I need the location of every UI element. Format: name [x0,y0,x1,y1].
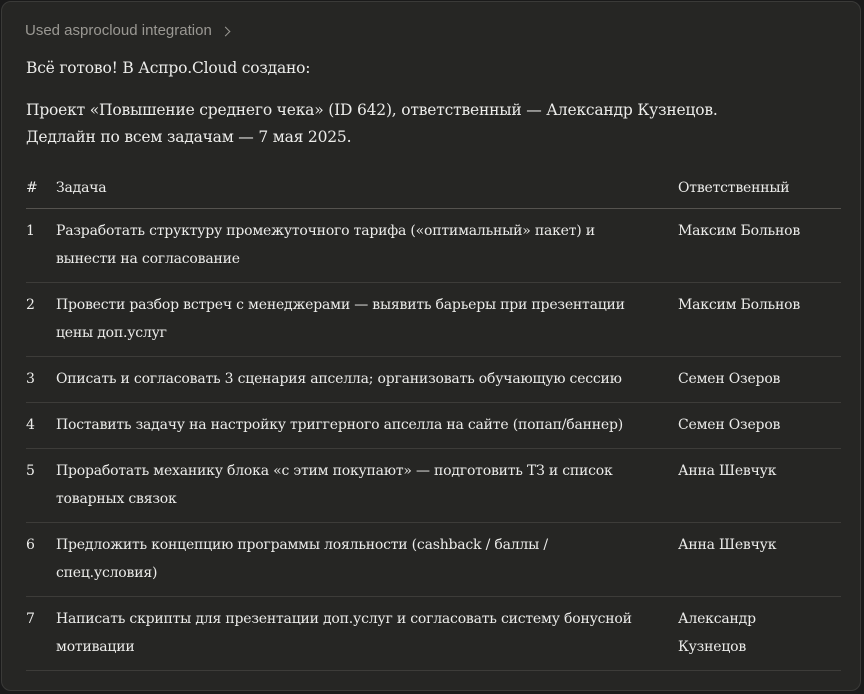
task-number: 7 [26,611,35,627]
summary-line-project: Проект «Повышение среднего чека» (ID 642), ответственный — Александр Кузнецов. [26,101,718,119]
task-owner-cell [678,357,841,403]
task-owner-line: Кузнецов [678,639,747,655]
task-number-cell [26,449,56,523]
task-title-line: вынести на согласование [56,251,240,267]
task-owner-line: Анна Шевчук [678,463,777,479]
task-title-line: товарных связок [56,491,177,507]
task-title-cell [56,449,678,523]
task-owner [678,209,841,254]
table-row [26,357,841,403]
table-row [26,209,841,283]
task-number: 3 [26,371,35,387]
task-number-cell [26,209,56,283]
task-title-line: Предложить концепцию программы лояльности (cashback / баллы / [56,537,548,553]
tasks-table [26,167,841,671]
table-body [26,209,841,671]
task-title-line: мотивации [56,639,135,655]
task-title [56,449,678,522]
task-title-line: Написать скрипты для презентации доп.услуг и согласовать систему бонусной [56,611,632,627]
task-owner [678,357,841,402]
table-row [26,523,841,597]
task-title [56,283,678,356]
task-number-cell [26,403,56,449]
task-title [56,357,678,402]
integration-link-label: Used asprocloud integration [25,22,212,39]
task-owner-cell [678,449,841,523]
task-number: 4 [26,417,35,433]
task-title [56,523,678,596]
table-row [26,283,841,357]
task-title [56,597,678,670]
task-title-line: Проработать механику блока «с этим покупают» — подготовить ТЗ и список [56,463,613,479]
column-header-owner: Ответственный [678,167,841,209]
summary-line-deadline: Дедлайн по всем задачам — 7 мая 2025. [26,128,352,146]
task-owner-line: Анна Шевчук [678,537,777,553]
task-number-cell [26,357,56,403]
task-owner-line: Семен Озеров [678,371,781,387]
result-heading: Всё готово! В Аспро.Cloud создано: [26,59,311,77]
task-number-cell [26,597,56,671]
task-owner-line: Семен Озеров [678,417,781,433]
task-title-cell [56,523,678,597]
table-row [26,597,841,671]
task-title-line: Поставить задачу на настройку триггерного апселла на сайте (попап/баннер) [56,417,623,433]
task-owner [678,283,841,328]
task-owner-cell [678,523,841,597]
task-owner [678,449,841,494]
task-title-cell [56,357,678,403]
table-row [26,403,841,449]
task-title-line: цены доп.услуг [56,325,167,341]
task-number: 5 [26,463,35,479]
task-title-line: Описать и согласовать 3 сценария апселла; организовать обучающую сессию [56,371,622,387]
task-number-cell [26,283,56,357]
task-owner-cell [678,209,841,283]
integration-link[interactable] [25,22,229,39]
task-owner-line: Александр [678,611,756,627]
column-header-task: Задача [56,167,678,209]
task-title-cell [56,283,678,357]
task-number: 2 [26,297,35,313]
table-header-row [26,167,841,209]
task-title-cell [56,403,678,449]
task-title-cell [56,597,678,671]
table-row [26,449,841,523]
task-owner-cell [678,597,841,671]
task-owner-cell [678,403,841,449]
task-owner [678,597,841,670]
column-header-num: # [26,167,56,209]
task-title [56,209,678,282]
task-owner-line: Максим Больнов [678,297,801,313]
task-owner-cell [678,283,841,357]
task-owner [678,403,841,448]
project-summary [26,97,826,151]
task-title-line: Провести разбор встреч с менеджерами — выявить барьеры при презентации [56,297,625,313]
chevron-right-icon [220,26,230,36]
task-title [56,403,678,448]
task-title-cell [56,209,678,283]
task-number: 1 [26,223,35,239]
task-number: 6 [26,537,35,553]
task-title-line: Разработать структуру промежуточного тарифа («оптимальный» пакет) и [56,223,595,239]
task-owner [678,523,841,568]
task-owner-line: Максим Больнов [678,223,801,239]
message-card [1,1,861,691]
task-title-line: спец.условия) [56,565,158,581]
task-number-cell [26,523,56,597]
